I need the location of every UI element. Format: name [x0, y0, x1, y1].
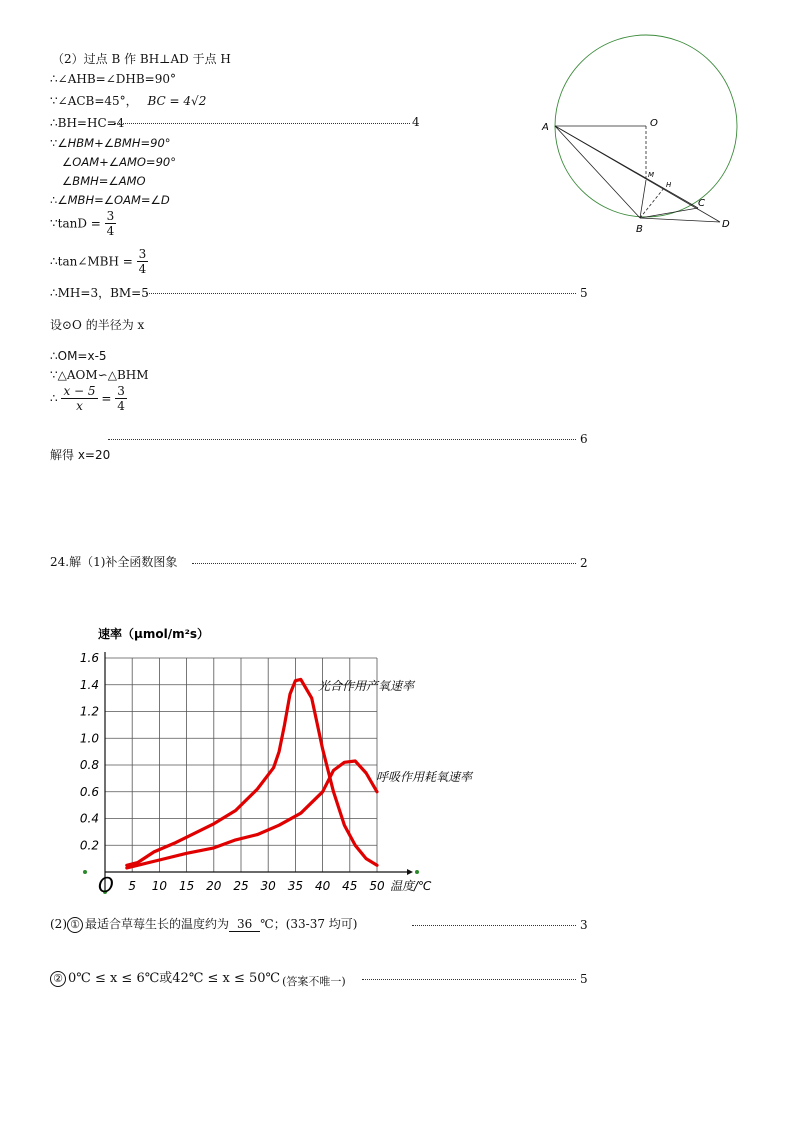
- leader-dots: [362, 979, 576, 980]
- q24-part2-text: 最适合草莓生长的温度约为: [85, 917, 230, 931]
- chart-series: [127, 679, 377, 868]
- score-mark: 4: [412, 115, 420, 129]
- leader-dots: [192, 563, 576, 564]
- leader-dots: [412, 925, 576, 926]
- x-tick-label: 15: [178, 879, 195, 893]
- x-axis-start-dot: [83, 870, 87, 874]
- fraction: [137, 247, 149, 276]
- proof-line-17: 解得 x=20: [50, 448, 111, 462]
- q24-part3-inequality: 0℃ ≤ x ≤ 6℃或42℃ ≤ x ≤ 50℃: [68, 971, 281, 986]
- proof-line-5: ∵∠HBM+∠BMH=90°: [50, 136, 171, 150]
- fraction-numerator: 3: [106, 209, 115, 223]
- proof-line-2: ∴∠AHB=∠DHB=90°: [50, 72, 176, 86]
- proof-line-10-text: ∴tan∠MBH =: [50, 254, 133, 269]
- fraction-numerator: 3: [117, 384, 125, 398]
- q24-part2-line: [50, 917, 358, 933]
- x-tick-label: 35: [287, 879, 304, 893]
- answer-blank: 36: [229, 917, 260, 932]
- proof-line-7: ∠BMH=∠AMO: [62, 174, 146, 188]
- point-label-m: M: [648, 171, 655, 179]
- y-tick-label: 0.8: [79, 758, 99, 772]
- point-label-o: O: [650, 118, 658, 129]
- proof-line-13: ∴OM=x-5: [50, 349, 107, 363]
- proof-line-3: [50, 94, 206, 108]
- fraction: [105, 209, 117, 238]
- x-axis-end-dot: [415, 870, 419, 874]
- fraction-numerator: x − 5: [63, 384, 96, 398]
- circle-geometry-figure: [530, 30, 750, 250]
- q24-heading: 24.解（1)补全函数图象: [50, 555, 178, 569]
- proof-line-15-therefore: ∴: [50, 391, 58, 406]
- proof-line-12: 设⊙O 的半径为 x: [50, 318, 145, 332]
- proof-line-4: ∴BH=HC=4: [50, 116, 125, 130]
- circled-number-2: ②: [50, 971, 66, 987]
- x-tick-label: 5: [128, 879, 137, 893]
- x-axis-label: 温度/℃: [390, 879, 432, 893]
- fraction-denominator: 4: [138, 262, 147, 276]
- score-mark: 5: [580, 972, 588, 986]
- segment-bc: [640, 208, 698, 218]
- fraction: [115, 384, 127, 413]
- score-mark: 3: [580, 918, 588, 932]
- proof-line-9: [50, 209, 116, 238]
- proof-line-3-formula: BC = 4√2: [147, 94, 207, 108]
- y-tick-label: 1.0: [79, 731, 99, 746]
- segment-bh: [640, 188, 664, 218]
- proof-line-8: ∴∠MBH=∠OAM=∠D: [50, 193, 170, 207]
- point-label-b: B: [636, 224, 643, 235]
- y-tick-label: 1.2: [79, 704, 99, 719]
- x-tick-label: 50: [369, 879, 385, 893]
- proof-line-11: ∴MH=3，BM=5: [50, 286, 149, 300]
- x-tick-label: 40: [314, 879, 331, 893]
- y-axis-label: 速率（μmol/m²s）: [98, 627, 209, 641]
- origin-label: O: [98, 873, 114, 897]
- point-label-a: A: [542, 122, 549, 133]
- equals-sign: =: [101, 391, 112, 406]
- point-label-d: D: [722, 219, 730, 230]
- q24-part2-unit: ℃；(33-37 均可): [260, 917, 358, 931]
- y-tick-label: 1.6: [79, 651, 99, 665]
- fraction: [61, 384, 97, 413]
- fraction-denominator: x: [76, 399, 83, 413]
- fraction-denominator: 4: [117, 399, 125, 413]
- fraction-numerator: 3: [138, 247, 147, 261]
- leader-dots: [146, 293, 576, 294]
- proof-line-14: ∵△AOM∽△BHM: [50, 368, 149, 382]
- q24-part2-prefix: (2): [50, 917, 67, 931]
- x-tick-label: 20: [206, 879, 222, 893]
- proof-line-10: [50, 247, 148, 276]
- y-tick-label: 0.6: [79, 784, 99, 799]
- y-tick-label: 1.4: [79, 677, 99, 692]
- proof-line-6: ∠OAM+∠AMO=90°: [62, 155, 176, 169]
- leader-dots: [108, 439, 576, 440]
- x-tick-label: 30: [260, 879, 276, 893]
- q24-part3-note: (答案不唯一): [282, 975, 346, 988]
- x-tick-label: 45: [342, 879, 358, 893]
- q24-part3-line: [50, 971, 346, 987]
- score-mark: 6: [580, 432, 588, 446]
- x-tick-label: 10: [151, 879, 168, 893]
- fraction-denominator: 4: [106, 224, 115, 238]
- segment-ad: [555, 126, 720, 222]
- y-tick-label: 0.4: [79, 811, 99, 826]
- point-label-h: H: [666, 181, 672, 189]
- circled-number-1: ①: [67, 917, 83, 933]
- proof-line-1: （2）过点 B 作 BH⊥AD 于点 H: [52, 52, 231, 66]
- score-mark: 5: [580, 286, 588, 300]
- point-label-c: C: [698, 198, 705, 209]
- x-axis-arrow: [407, 869, 413, 875]
- y-tick-label: 0.2: [79, 838, 99, 853]
- proof-line-3-text: ∵∠ACB=45°，: [50, 94, 138, 108]
- x-tick-label: 25: [233, 879, 249, 893]
- series-label-photosynthesis: 光合作用产氧速率: [318, 679, 415, 693]
- series-label-respiration: 呼吸作用耗氧速率: [376, 770, 473, 784]
- segment-bd: [640, 218, 720, 222]
- segment-bm: [640, 180, 646, 218]
- rate-temperature-chart: [60, 615, 500, 900]
- score-mark: 2: [580, 556, 588, 570]
- proof-line-9-text: ∵tanD =: [50, 216, 101, 231]
- proof-line-15: [50, 384, 127, 413]
- leader-dots: [114, 123, 410, 124]
